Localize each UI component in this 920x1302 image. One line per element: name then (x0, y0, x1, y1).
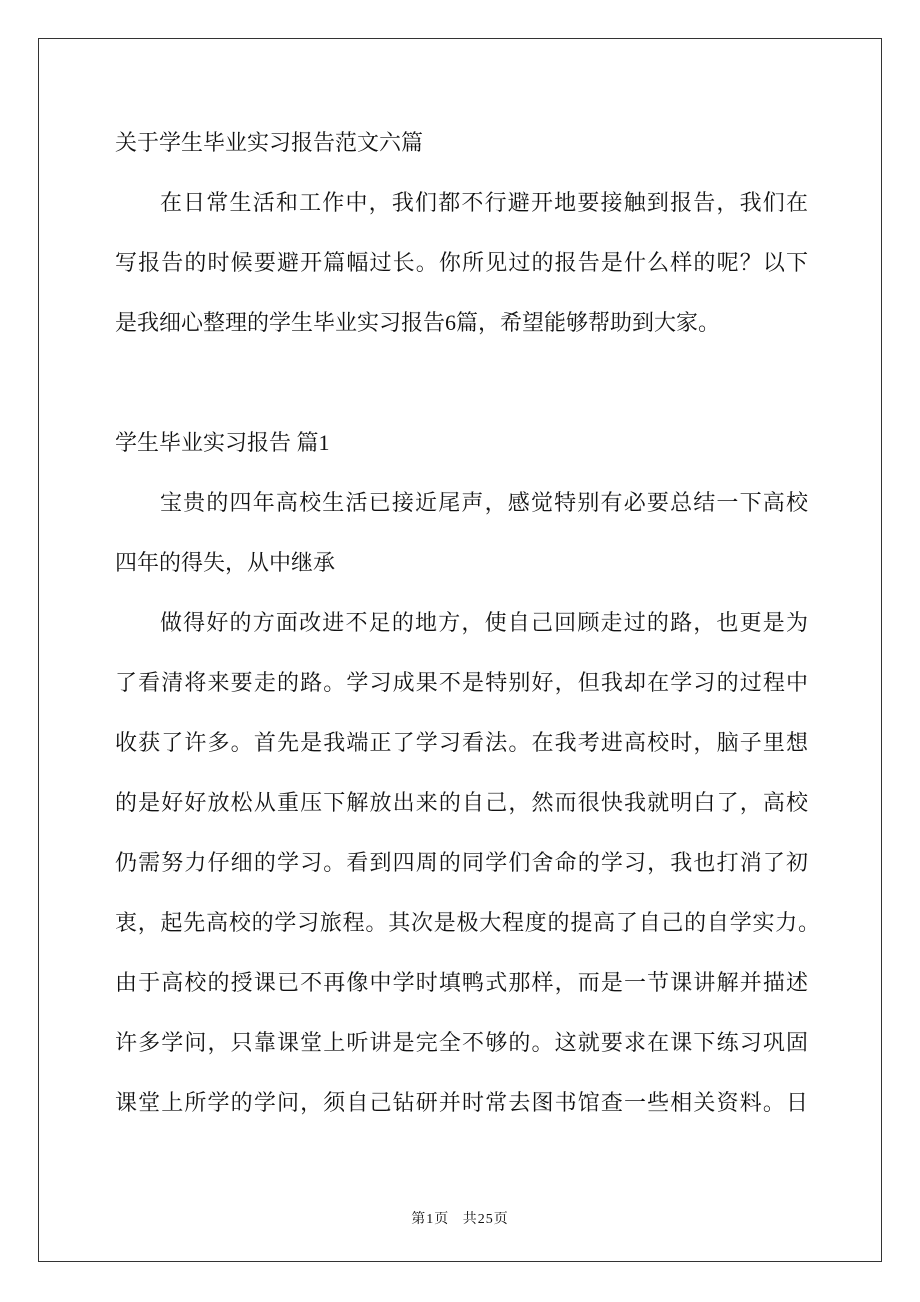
paragraph-line: 许多学问，只靠课堂上听讲是完全不够的。这就要求在课下练习巩固 (115, 1030, 808, 1055)
paragraph-line: 做得好的方面改进不足的地方，使自己回顾走过的路，也更是为 (160, 610, 808, 635)
section-heading: 学生毕业实习报告 篇1 (115, 430, 330, 455)
paragraph-line: 课堂上所学的学问，须自己钻研并时常去图书馆查一些相关资料。日 (115, 1090, 808, 1115)
page-border (38, 38, 882, 1262)
paragraph-line: 衷，起先高校的学习旅程。其次是极大程度的提高了自己的自学实力。 (115, 910, 820, 935)
paragraph-line: 的是好好放松从重压下解放出来的自己，然而很快我就明白了，高校 (115, 790, 808, 815)
paragraph-line: 收获了许多。首先是我端正了学习看法。在我考进高校时，脑子里想 (115, 730, 808, 755)
intro-line: 写报告的时候要避开篇幅过长。你所见过的报告是什么样的呢？以下 (115, 250, 808, 275)
page-number-footer: 第1页 共25页 (411, 1212, 509, 1227)
intro-line: 是我细心整理的学生毕业实习报告6篇，希望能够帮助到大家。 (115, 310, 721, 335)
paragraph-line: 仍需努力仔细的学习。看到四周的同学们舍命的学习，我也打消了初 (115, 850, 808, 875)
paragraph-line: 了看清将来要走的路。学习成果不是特别好，但我却在学习的过程中 (115, 670, 808, 695)
paragraph-line: 宝贵的四年高校生活已接近尾声，感觉特别有必要总结一下高校 (160, 490, 808, 515)
document-title: 关于学生毕业实习报告范文六篇 (115, 130, 424, 155)
paragraph-line: 四年的得失，从中继承 (115, 550, 336, 575)
intro-line: 在日常生活和工作中，我们都不行避开地要接触到报告，我们在 (160, 190, 808, 215)
paragraph-line: 由于高校的授课已不再像中学时填鸭式那样，而是一节课讲解并描述 (115, 970, 808, 995)
